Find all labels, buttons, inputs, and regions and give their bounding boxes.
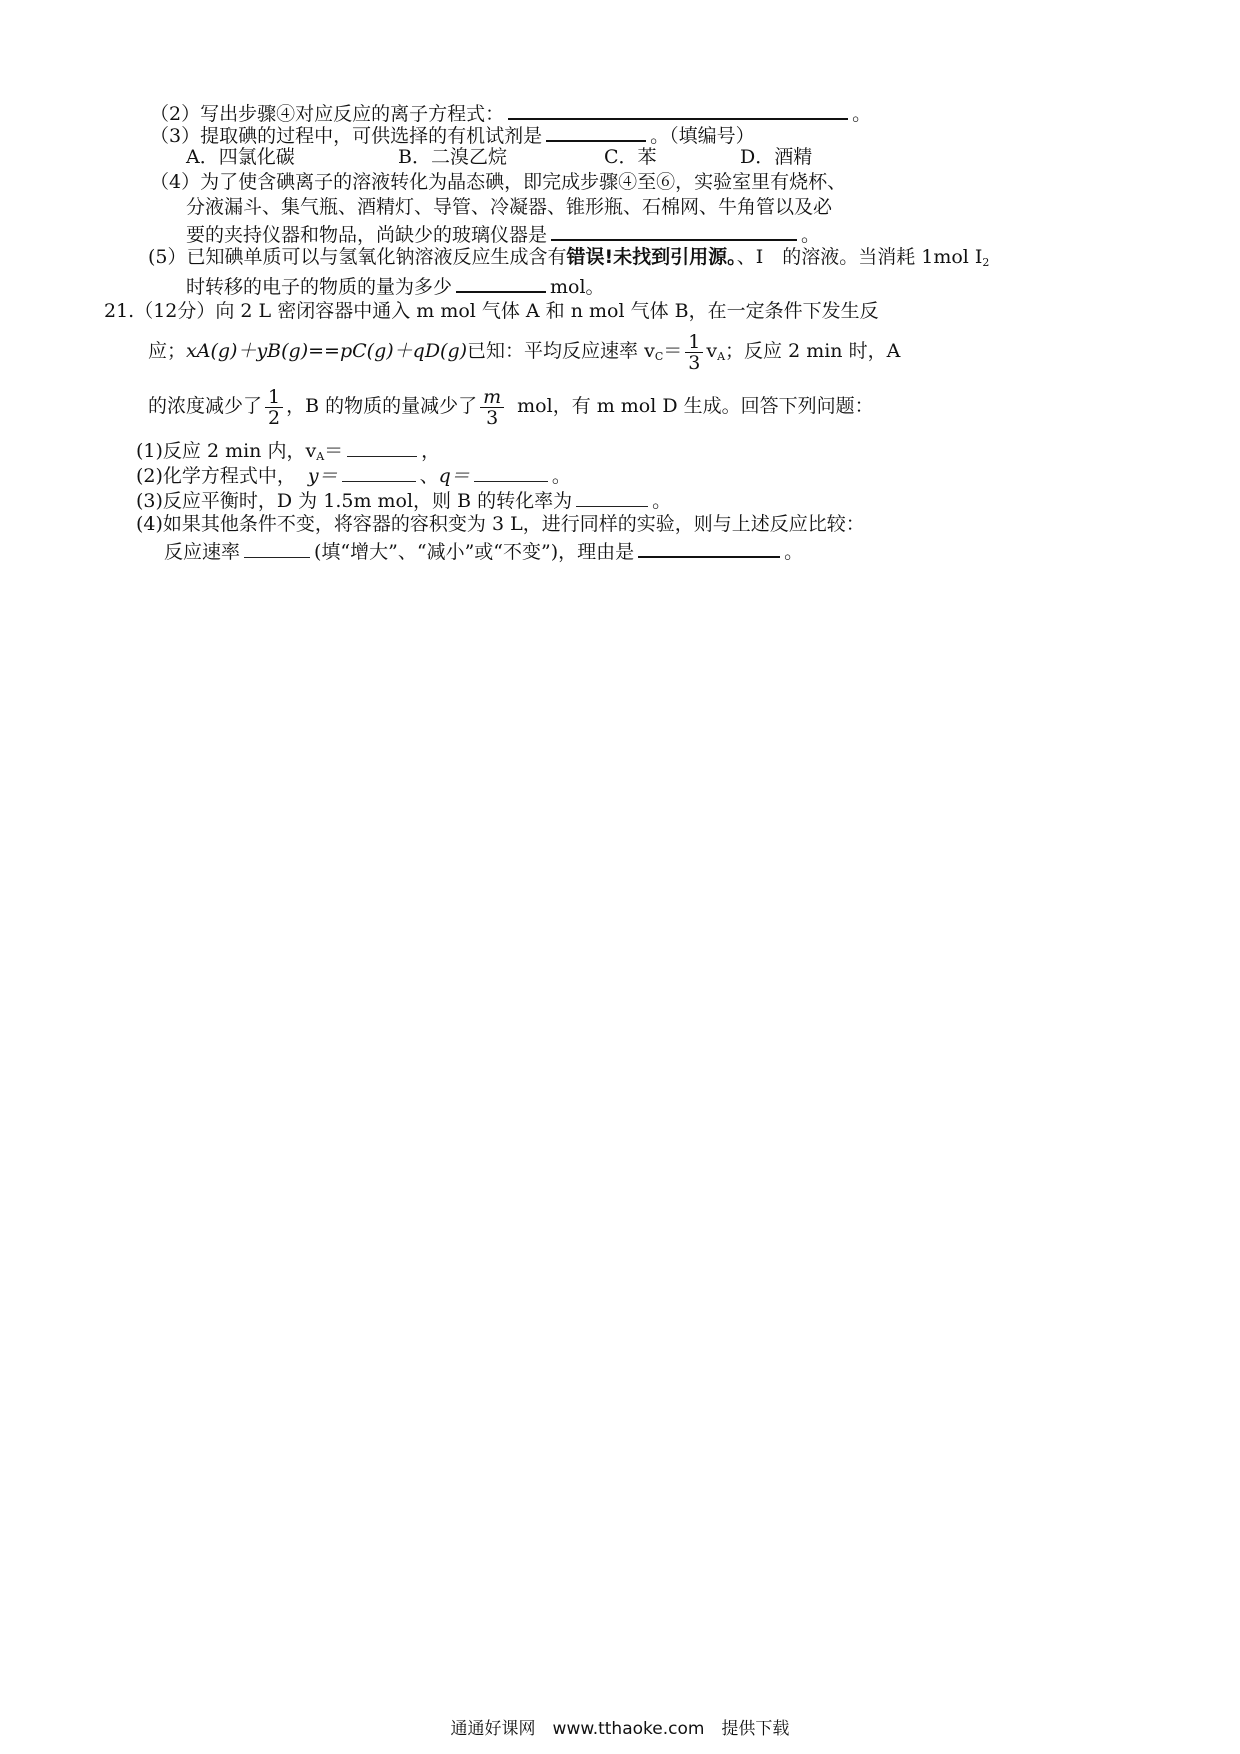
answer-blank-rate-change[interactable]	[244, 537, 310, 558]
fraction-one-third: $\frac{1}{3}$	[685, 332, 703, 373]
q20-part4-line1: （4）为了使含碘离子的溶液转化为晶态碘，即完成步骤④至⑥，实验室里有烧杯、	[150, 171, 847, 193]
q21-sub4-line1: (4)如果其他条件不变，将容器的容积变为 3 L，进行同样的实验，则与上述反应比较：	[136, 513, 865, 535]
answer-blank-q[interactable]	[474, 461, 548, 482]
answer-blank-reason[interactable]	[638, 536, 780, 558]
answer-blank-conversion[interactable]	[576, 486, 648, 507]
q20-part2: （2）写出步骤④对应反应的离子方程式： 。	[150, 98, 871, 127]
option-b: B．二溴乙烷	[398, 146, 507, 168]
q21-sub1: (1)反应 2 min 内，$v_A=$ ，	[136, 436, 440, 470]
q21-sub2: (2)化学方程式中， y＝ 、q＝ 。	[136, 461, 571, 489]
answer-blank-ionic-equation[interactable]	[508, 98, 848, 120]
answer-blank-glassware[interactable]	[551, 219, 797, 241]
q21-stem-line1: 21.（12分）向 2 L 密闭容器中通入 m mol 气体 A 和 n mol 气体 B，在一定条件下发生反	[104, 300, 879, 322]
q20-part5-line1: (5）已知碘单质可以与氢氧化钠溶液反应生成含有错误!未找到引用源。、I 的溶液。当消耗 1mol $I_2$	[148, 246, 990, 269]
q21-stem-line3: 的浓度减少了 $\frac{1}{2}$ ，B 的物质的量减少了 $\frac{m}{3}$ mol，有 m mol D 生成。回答下列问题：	[148, 385, 874, 429]
answer-blank-rate-a[interactable]	[347, 436, 417, 457]
fraction-one-half: $\frac{1}{2}$	[265, 387, 283, 428]
q20-part5-line2: 时转移的电子的物质的量为多少 mol。	[186, 271, 605, 300]
option-a: A．四氯化碳	[186, 146, 295, 168]
q20-part3-options	[186, 144, 812, 170]
page-footer: 通通好课网 www.tthaoke.com 提供下载	[450, 1719, 790, 1739]
fraction-m-third: $\frac{m}{3}$	[480, 387, 504, 428]
option-d: D．酒精	[740, 146, 813, 168]
q21-sub4-line2: 反应速率 (填“增大”、“减小”或“不变”)，理由是 。	[164, 536, 803, 565]
q20-part4-line3: 要的夹持仪器和物品，尚缺少的玻璃仪器是 。	[186, 219, 820, 248]
reference-error-text: 错误!未找到引用源。	[566, 246, 737, 268]
answer-blank-electrons[interactable]	[456, 271, 546, 293]
q20-part3: （3）提取碘的过程中，可供选择的有机试剂是 。（填编号）	[150, 120, 755, 149]
q20-part4-line2: 分液漏斗、集气瓶、酒精灯、导管、冷凝器、锥形瓶、石棉网、牛角管以及必	[186, 196, 833, 218]
option-c: C．苯	[604, 146, 657, 168]
reaction-equation: xA(g)＋yB(g)==pC(g)＋qD(g)	[186, 340, 468, 362]
q21-stem-line2: 应；xA(g)＋yB(g)==pC(g)＋qD(g)已知：平均反应速率 $v_C=$ $\frac{1}{3}$ $v_A$；反应 2 min 时，A	[148, 330, 901, 374]
answer-blank-reagent[interactable]	[546, 120, 646, 142]
answer-blank-y[interactable]	[342, 461, 416, 482]
q21-sub3: (3)反应平衡时，D 为 1.5m mol，则 B 的转化率为 。	[136, 486, 671, 514]
